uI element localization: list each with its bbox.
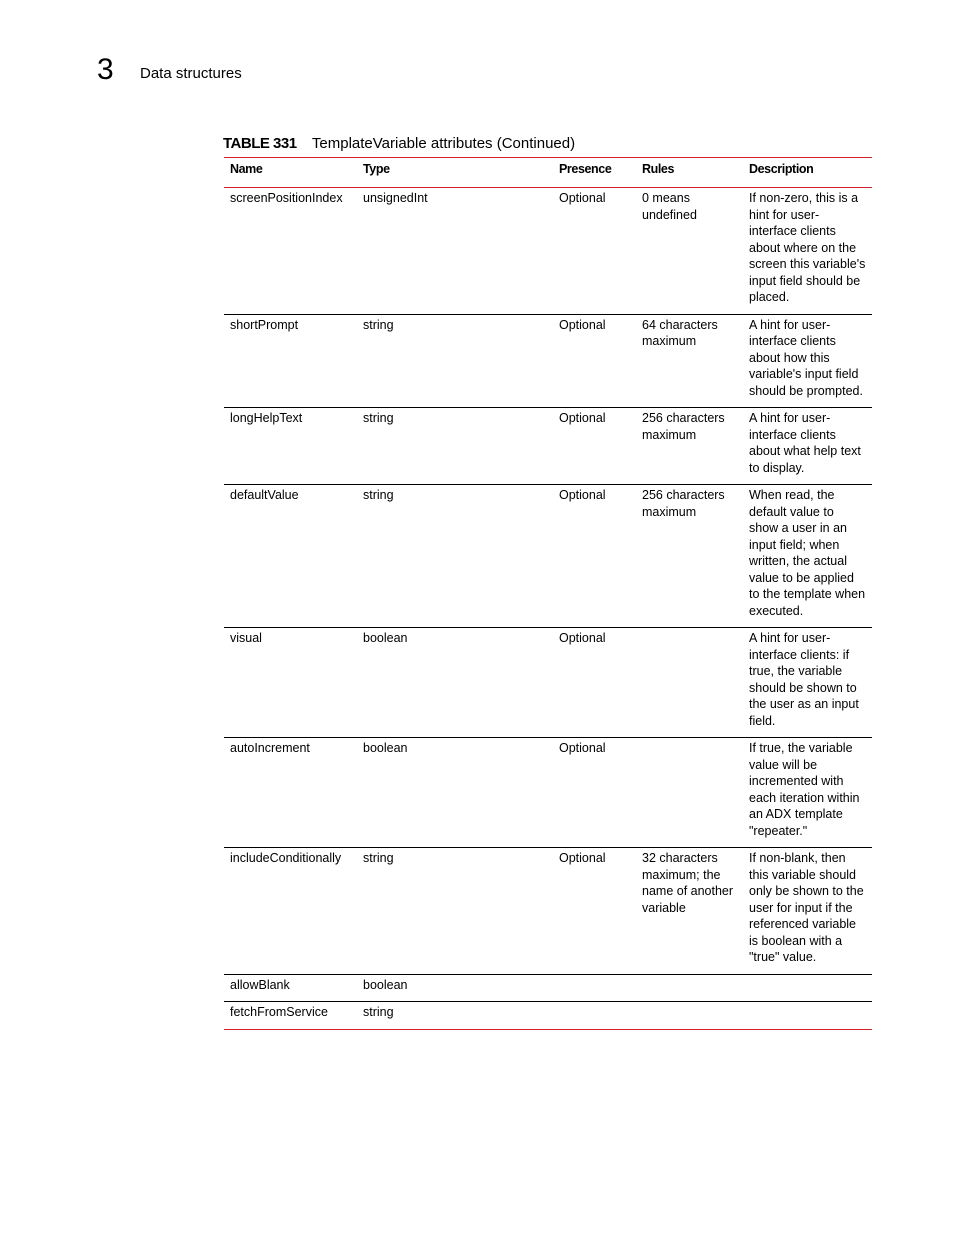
cell-type: string bbox=[357, 408, 553, 485]
cell-name: fetchFromService bbox=[224, 1002, 357, 1030]
cell-presence: Optional bbox=[553, 485, 636, 628]
cell-rules: 32 characters maximum; the name of another variable bbox=[636, 848, 743, 975]
cell-type: string bbox=[357, 314, 553, 408]
table-row bbox=[224, 628, 872, 738]
table-caption-label: TABLE 331 bbox=[223, 135, 297, 152]
cell-rules: 64 characters maximum bbox=[636, 314, 743, 408]
cell-type: string bbox=[357, 485, 553, 628]
cell-rules: 0 means undefined bbox=[636, 188, 743, 315]
cell-type: boolean bbox=[357, 738, 553, 848]
cell-name: longHelpText bbox=[224, 408, 357, 485]
cell-rules: 256 characters maximum bbox=[636, 408, 743, 485]
cell-description: A hint for user-interface clients: if true, the variable should be shown to the user as an input field. bbox=[743, 628, 872, 738]
cell-rules: 256 characters maximum bbox=[636, 485, 743, 628]
column-header-type: Type bbox=[363, 162, 390, 176]
cell-description: A hint for user-interface clients about how this variable's input field should be prompted. bbox=[743, 314, 872, 408]
table-row bbox=[224, 738, 872, 848]
column-header-rules: Rules bbox=[642, 162, 675, 176]
table-row bbox=[224, 408, 872, 485]
chapter-number: 3 bbox=[97, 53, 114, 86]
cell-presence: Optional bbox=[553, 408, 636, 485]
cell-name: defaultValue bbox=[224, 485, 357, 628]
cell-presence: Optional bbox=[553, 738, 636, 848]
cell-rules bbox=[636, 1002, 743, 1030]
cell-name: includeConditionally bbox=[224, 848, 357, 975]
table-row bbox=[224, 974, 872, 1002]
cell-name: shortPrompt bbox=[224, 314, 357, 408]
table-caption bbox=[223, 134, 575, 154]
table-row bbox=[224, 314, 872, 408]
cell-name: autoIncrement bbox=[224, 738, 357, 848]
cell-name: allowBlank bbox=[224, 974, 357, 1002]
column-header-presence: Presence bbox=[559, 162, 612, 176]
cell-description: If non-blank, then this variable should only be shown to the user for input if the referenced variable is boolean with a "true" value. bbox=[743, 848, 872, 975]
cell-presence bbox=[553, 974, 636, 1002]
table-row bbox=[224, 848, 872, 975]
table-row bbox=[224, 188, 872, 315]
cell-description bbox=[743, 1002, 872, 1030]
cell-description: If true, the variable value will be incremented with each iteration within an ADX template "repeater." bbox=[743, 738, 872, 848]
cell-rules bbox=[636, 738, 743, 848]
cell-presence: Optional bbox=[553, 848, 636, 975]
table-row bbox=[224, 485, 872, 628]
table-header-row bbox=[224, 158, 872, 188]
cell-type: boolean bbox=[357, 628, 553, 738]
cell-presence bbox=[553, 1002, 636, 1030]
cell-name: visual bbox=[224, 628, 357, 738]
cell-presence: Optional bbox=[553, 628, 636, 738]
cell-type: boolean bbox=[357, 974, 553, 1002]
cell-description: A hint for user-interface clients about what help text to display. bbox=[743, 408, 872, 485]
table-caption-title: TemplateVariable attributes (Continued) bbox=[311, 135, 576, 152]
cell-name: screenPositionIndex bbox=[224, 188, 357, 315]
cell-type: string bbox=[357, 848, 553, 975]
cell-rules bbox=[636, 974, 743, 1002]
cell-presence: Optional bbox=[553, 188, 636, 315]
table-row bbox=[224, 1002, 872, 1030]
attributes-table bbox=[224, 157, 872, 1030]
column-header-name: Name bbox=[230, 162, 263, 176]
cell-description: If non-zero, this is a hint for user-interface clients about where on the screen this variable's input field should be placed. bbox=[743, 188, 872, 315]
column-header-description: Description bbox=[749, 162, 814, 176]
cell-rules bbox=[636, 628, 743, 738]
cell-description: When read, the default value to show a user in an input field; when written, the actual value to be applied to the template when executed. bbox=[743, 485, 872, 628]
cell-presence: Optional bbox=[553, 314, 636, 408]
cell-description bbox=[743, 974, 872, 1002]
cell-type: string bbox=[357, 1002, 553, 1030]
cell-type: unsignedInt bbox=[357, 188, 553, 315]
chapter-title: Data structures bbox=[140, 65, 242, 82]
